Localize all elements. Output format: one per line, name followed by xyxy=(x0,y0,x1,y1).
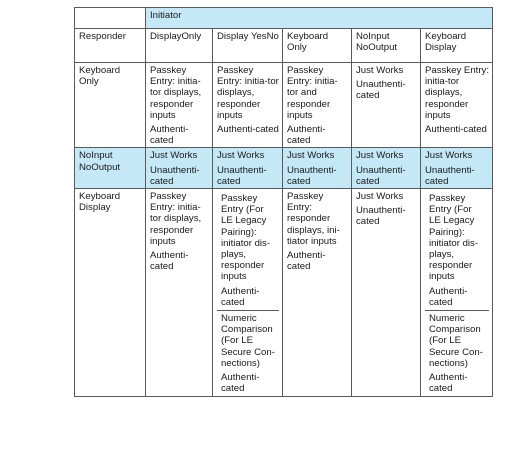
cell-security: Unauthenti-cated xyxy=(425,164,475,187)
table-cell xyxy=(421,148,493,189)
table-cell xyxy=(283,148,352,189)
cell-method: Just Works xyxy=(425,150,473,162)
table-cell xyxy=(421,63,493,148)
cell-method: Numeric Comparison (For LE Secure Con-nections) xyxy=(221,313,275,369)
table-cell xyxy=(146,148,213,189)
table-cell-split xyxy=(421,189,493,397)
column-header-displayonly: DisplayOnly xyxy=(146,29,213,63)
table-cell xyxy=(213,63,283,148)
cell-method: Just Works xyxy=(356,191,404,203)
header-row-initiator xyxy=(75,8,493,29)
initiator-header: Initiator xyxy=(146,8,493,29)
cell-method: Passkey Entry: initia-tor displays, responder inputs xyxy=(150,65,202,121)
corner-cell xyxy=(75,8,146,29)
table-cell xyxy=(146,63,213,148)
table-row-keyboard-only xyxy=(75,63,493,148)
row-header-noinput-nooutput: NoInput NoOutput xyxy=(75,148,146,189)
legacy-pairing-section xyxy=(217,191,279,311)
cell-method: Just Works xyxy=(356,65,404,76)
legacy-pairing-section xyxy=(425,191,489,311)
table-cell xyxy=(352,148,421,189)
cell-security: Unauthenti-cated xyxy=(150,164,200,187)
cell-security: Authenti-cated xyxy=(221,285,260,308)
cell-security: Authenti-cated xyxy=(429,285,468,308)
cell-security: Authenti-cated xyxy=(217,124,279,136)
cell-security: Authenti-cated xyxy=(287,250,326,273)
responder-header: Responder xyxy=(75,29,146,63)
cell-method: Just Works xyxy=(150,150,198,162)
cell-method: Passkey Entry: initia-tor displays, responder inputs xyxy=(217,65,279,121)
column-header-keyboard-display: Keyboard Display xyxy=(421,29,493,63)
cell-security: Authenti-cated xyxy=(429,372,468,395)
cell-method: Numeric Comparison (For LE Secure Con-nections) xyxy=(429,313,483,369)
cell-security: Authenti-cated xyxy=(150,250,189,273)
table-cell xyxy=(352,63,421,148)
cell-security: Unauthenti-cated xyxy=(217,164,267,187)
cell-method: Passkey Entry: initia-tor displays, responder inputs xyxy=(425,65,489,121)
cell-method: Passkey Entry: initia-tor and responder inputs xyxy=(287,65,338,121)
cell-security: Unauthenti-cated xyxy=(356,79,406,102)
cell-security: Unauthenti-cated xyxy=(287,164,337,187)
cell-security: Authenti-cated xyxy=(287,124,326,147)
io-capability-table xyxy=(74,7,493,397)
secure-connections-section xyxy=(425,311,489,395)
cell-security: Unauthenti-cated xyxy=(356,205,406,228)
table-cell-split xyxy=(213,189,283,397)
table-cell xyxy=(146,189,213,397)
row-header-keyboard-only: Keyboard Only xyxy=(75,63,146,148)
table-row-keyboard-display xyxy=(75,189,493,397)
cell-security: Authenti-cated xyxy=(425,124,487,136)
column-header-keyboard-only: Keyboard Only xyxy=(283,29,352,63)
cell-method: Passkey Entry: initia-tor displays, responder inputs xyxy=(150,191,202,247)
cell-method: Passkey Entry (For LE Legacy Pairing): initiator dis-plays, responder inputs xyxy=(429,193,479,283)
cell-method: Just Works xyxy=(217,150,265,162)
cell-security: Authenti-cated xyxy=(150,124,189,147)
cell-method: Just Works xyxy=(287,150,335,162)
column-header-display-yesno: Display YesNo xyxy=(213,29,283,63)
cell-method: Passkey Entry: responder displays, ini-tiator inputs xyxy=(287,191,340,247)
secure-connections-section xyxy=(217,311,279,395)
header-row-columns xyxy=(75,29,493,63)
cell-security: Unauthenti-cated xyxy=(356,164,406,187)
cell-security: Authenti-cated xyxy=(221,372,260,395)
cell-method: Passkey Entry (For LE Legacy Pairing): initiator dis-plays, responder inputs xyxy=(221,193,271,283)
cell-method: Just Works xyxy=(356,150,404,162)
table-row-noinput-nooutput xyxy=(75,148,493,189)
table-cell xyxy=(283,63,352,148)
table-cell xyxy=(352,189,421,397)
row-header-keyboard-display: Keyboard Display xyxy=(75,189,146,397)
column-header-noinput-nooutput: NoInput NoOutput xyxy=(352,29,421,63)
table-cell xyxy=(283,189,352,397)
table-cell xyxy=(213,148,283,189)
